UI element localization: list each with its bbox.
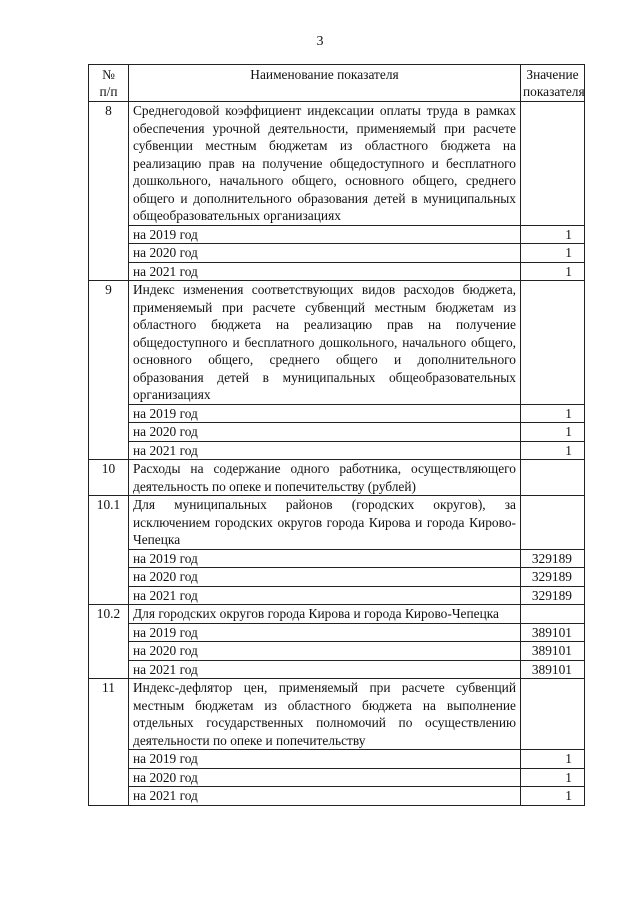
year-label: на 2021 год <box>129 787 521 806</box>
year-label: на 2020 год <box>129 244 521 263</box>
header-name <box>129 65 521 102</box>
section-row <box>89 496 585 550</box>
year-label: на 2020 год <box>129 642 521 661</box>
year-value: 1 <box>521 750 585 769</box>
year-row <box>89 660 585 679</box>
header-value-label: Значение показателя <box>523 67 585 99</box>
section-description: Для городских округов города Кирова и города Кирово-Чепецка <box>129 605 521 624</box>
indicators-table <box>88 64 585 806</box>
header-name-label: Наименование показателя <box>250 67 399 82</box>
year-row <box>89 568 585 587</box>
year-row <box>89 768 585 787</box>
section-value-empty <box>521 496 585 550</box>
year-label: на 2021 год <box>129 660 521 679</box>
section-number: 10.1 <box>89 496 129 605</box>
section-description: Для муниципальных районов (городских округов), за исключением городских округов города Кирова и города Кирово-Чепецка <box>129 496 521 550</box>
section-description: Среднегодовой коэффициент индексации оплаты труда в рамках обеспечения урочной деятельности, применяемый при расчете субвенции местным бюджетам из областного бюджета на реализацию прав на получение общедоступного и бесплатного дошкольного, начального общего, основного общего, среднего общего и дополнительного образования детей в муниципальных общеобразовательных организациях <box>129 102 521 226</box>
year-value: 1 <box>521 787 585 806</box>
year-value: 1 <box>521 768 585 787</box>
section-value-empty <box>521 605 585 624</box>
year-value: 1 <box>521 225 585 244</box>
year-value: 389101 <box>521 642 585 661</box>
year-row <box>89 404 585 423</box>
year-value: 329189 <box>521 549 585 568</box>
year-label: на 2021 год <box>129 262 521 281</box>
year-row <box>89 623 585 642</box>
year-row <box>89 549 585 568</box>
year-label: на 2021 год <box>129 586 521 605</box>
year-label: на 2019 год <box>129 404 521 423</box>
year-value: 329189 <box>521 568 585 587</box>
year-row <box>89 586 585 605</box>
year-row <box>89 225 585 244</box>
table-body <box>89 102 585 806</box>
year-value: 1 <box>521 262 585 281</box>
section-description: Расходы на содержание одного работника, осуществляющего деятельность по опеке и попечительству (рублей) <box>129 460 521 496</box>
year-row <box>89 423 585 442</box>
year-row <box>89 750 585 769</box>
year-row <box>89 262 585 281</box>
year-label: на 2019 год <box>129 750 521 769</box>
section-value-empty <box>521 102 585 226</box>
year-value: 1 <box>521 423 585 442</box>
year-label: на 2020 год <box>129 568 521 587</box>
section-row <box>89 460 585 496</box>
section-row <box>89 281 585 405</box>
section-row <box>89 605 585 624</box>
section-number: 8 <box>89 102 129 281</box>
table-header-row <box>89 65 585 102</box>
year-value: 389101 <box>521 660 585 679</box>
section-number: 9 <box>89 281 129 460</box>
section-number: 10.2 <box>89 605 129 679</box>
year-label: на 2019 год <box>129 225 521 244</box>
section-value-empty <box>521 679 585 750</box>
year-row <box>89 244 585 263</box>
section-description: Индекс изменения соответствующих видов расходов бюджета, применяемый при расчете субвенций местным бюджетам из областного бюджета на реализацию прав на получение общедоступного и бесплатного дошкольного, начального общего, основного общего, среднего общего и дополнительного образования детей в муниципальных общеобразовательных организациях <box>129 281 521 405</box>
year-label: на 2021 год <box>129 441 521 460</box>
section-value-empty <box>521 281 585 405</box>
year-label: на 2020 год <box>129 423 521 442</box>
header-number <box>89 65 129 102</box>
header-number-label: № п/п <box>99 67 118 99</box>
year-label: на 2020 год <box>129 768 521 787</box>
section-number: 10 <box>89 460 129 496</box>
section-row <box>89 102 585 226</box>
year-label: на 2019 год <box>129 623 521 642</box>
header-value <box>521 65 585 102</box>
year-value: 1 <box>521 441 585 460</box>
section-number: 11 <box>89 679 129 806</box>
year-row <box>89 441 585 460</box>
year-row <box>89 787 585 806</box>
year-value: 389101 <box>521 623 585 642</box>
year-value: 1 <box>521 244 585 263</box>
year-row <box>89 642 585 661</box>
year-label: на 2019 год <box>129 549 521 568</box>
year-value: 1 <box>521 404 585 423</box>
page-number: 3 <box>316 34 324 49</box>
section-description: Индекс-дефлятор цен, применяемый при расчете субвенций местным бюджетам из областного бюджета на выполнение отдельных государственных полномочий по осуществлению деятельности по опеке и попечительству <box>129 679 521 750</box>
year-value: 329189 <box>521 586 585 605</box>
section-row <box>89 679 585 750</box>
section-value-empty <box>521 460 585 496</box>
